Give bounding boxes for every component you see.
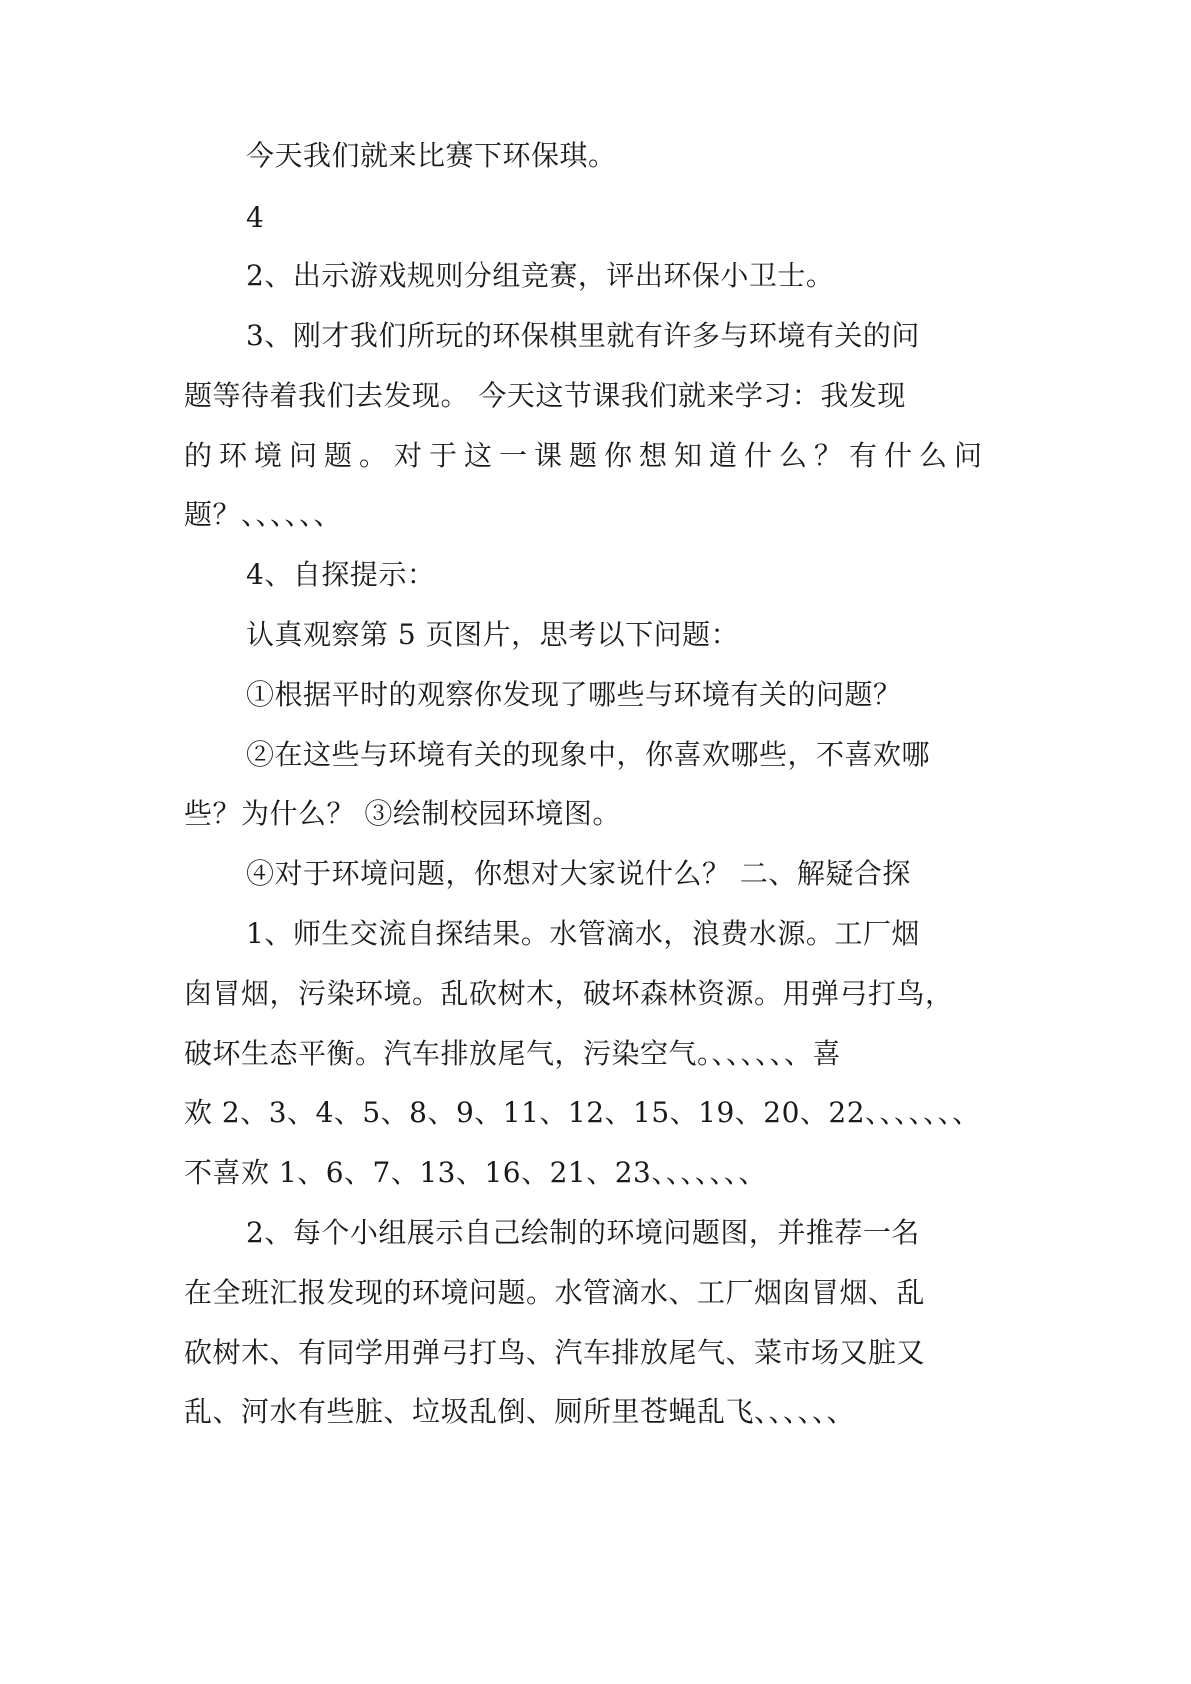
paragraph-line: 不喜欢 1、6、7、13、16、21、23、、、、、、、 — [184, 1156, 767, 1189]
paragraph-line: 2、每个小组展示自己绘制的环境问题图，并推荐一名 — [246, 1216, 920, 1249]
paragraph-line: ④对于环境问题，你想对大家说什么？ 二、解疑合探 — [246, 857, 911, 890]
paragraph-line: 3、刚才我们所玩的环保棋里就有许多与环境有关的问 — [246, 319, 920, 352]
paragraph-line: 4、自探提示： — [246, 558, 436, 591]
page-number-text: 4 — [246, 201, 265, 234]
paragraph-line: ①根据平时的观察你发现了哪些与环境有关的问题？ — [246, 678, 902, 711]
paragraph-line: 欢 2、3、4、5、8、9、11、12、15、19、20、22、、、、、、、 — [184, 1096, 981, 1129]
paragraph-line: 题等待着我们去发现。 今天这节课我们就来学习：我发现 — [184, 379, 906, 412]
paragraph-line: 乱、河水有些脏、垃圾乱倒、厕所里苍蝇乱飞、、、、、、 — [184, 1395, 856, 1428]
paragraph-line: 今天我们就来比赛下环保琪。 — [246, 139, 617, 172]
paragraph-line: 在全班汇报发现的环境问题。水管滴水、工厂烟囱冒烟、乱 — [184, 1276, 926, 1309]
paragraph-line: 囱冒烟，污染环境。乱砍树木，破坏森林资源。用弹弓打鸟， — [184, 977, 954, 1010]
paragraph-line: 认真观察第 5 页图片，思考以下问题： — [246, 618, 740, 651]
paragraph-line: 题？、、、、、、 — [184, 498, 343, 531]
paragraph-line: 1、师生交流自探结果。水管滴水，浪费水源。工厂烟 — [246, 917, 920, 950]
paragraph-line: 砍树木、有同学用弹弓打鸟、汽车排放尾气、菜市场又脏又 — [184, 1336, 926, 1369]
paragraph-line: 些？为什么？ ③绘制校园环境图。 — [184, 797, 621, 830]
paragraph-line: 2、出示游戏规则分组竞赛，评出环保小卫士。 — [246, 259, 835, 292]
paragraph-line: 破坏生态平衡。汽车排放尾气，污染空气。、、、、、、喜 — [184, 1037, 842, 1070]
paragraph-line: 的环境问题。对于这一课题你想知道什么？有什么问 — [184, 439, 990, 472]
paragraph-line: ②在这些与环境有关的现象中，你喜欢哪些，不喜欢哪 — [246, 738, 931, 771]
